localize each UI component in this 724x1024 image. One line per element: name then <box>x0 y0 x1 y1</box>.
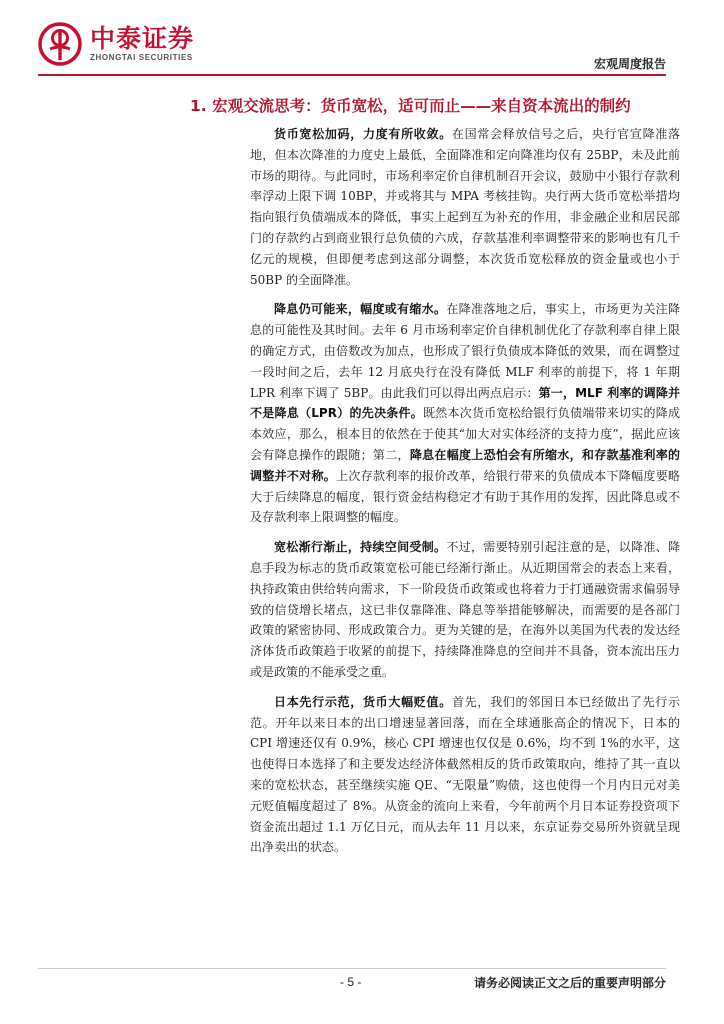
header-divider <box>38 74 666 76</box>
brand-name-en: ZHONGTAI SECURITIES <box>90 53 193 62</box>
paragraph-4-text: 首先，我们的邻国日本已经做出了先行示范。开年以来日本的出口增速显著回落，而在全球通胀高企的情况下，日本的 CPI 增速还仅有 0.9%，核心 CPI 增速也仅仅是 0.6%，均不到 1%的水平，这也使得日本选择了和主要发达经济体截然相反的货币政策取向，维持了其一直以来的宽松状态，甚至继续实施 QE、“无限量”购债，这也使得一个月内日元对美元贬值幅度超过了 8%。从资金的流向上来看，今年前两个月日本证券投资项下资金流出超过 1.1 万亿日元，而从去年 11 月以来，东京证券交易所外资就呈现出净卖出的状态。 <box>250 694 680 855</box>
paragraph-2 <box>250 299 680 528</box>
paragraph-4-lead: 日本先行示范，货币大幅贬值。 <box>274 694 452 709</box>
paragraph-3 <box>250 537 680 683</box>
section-title: 1. 宏观交流思考：货币宽松，适可而止——来自资本流出的制约 <box>190 97 631 115</box>
paragraph-2-lead: 降息仍可能来，幅度或有缩水。 <box>274 302 447 317</box>
paragraph-1 <box>250 124 680 290</box>
page-number: - 5 - <box>340 975 362 989</box>
paragraph-3-text: 不过，需要特别引起注意的是，以降准、降息手段为标志的货币政策宽松可能已经渐行渐止。从近期国常会的表态上来看，执持政策由供给转向需求，下一阶段货币政策或也将着力于打通融资需求偏弱导致的信贷增长堵点，这已非仅靠降准、降息等举措能够解决，而需要的是各部门政策的紧密协同、形成政策合力。更为关键的是，在海外以美国为代表的发达经济体货币政策趋于收紧的前提下，持续降准降息的空间并不具备，资本流出压力或是政策的不能承受之重。 <box>250 540 680 679</box>
paragraph-2-bold-a: 第一，MLF 利率的调降并不是降息（LPR）的先决条件。 <box>250 385 680 421</box>
paragraph-2-bold-b: 降息在幅度上恐怕会有所缩水，和存款基准利率的调整并不对称。 <box>250 447 680 483</box>
disclaimer-note: 请务必阅读正文之后的重要声明部分 <box>473 976 666 990</box>
paragraph-2-text-b: 既然本次货币宽松给银行负债端带来切实的降成本效应，那么，根本目的依然在于使其“加大对实体经济的支持力度”，据此应该会有降息操作的跟随；第二， <box>250 406 680 462</box>
brand-name-cn: 中泰证券 <box>90 24 195 53</box>
paragraph-1-text: 在国常会释放信号之后，央行官宣降准落地，但本次降准的力度史上最低，全面降准和定向降准均仅有 25BP，未及此前市场的期待。与此同时，市场利率定价自律机制召开会议，鼓励中小银行存款利率浮动上限下调 10BP，并或将其与 MPA 考核挂钩。央行两大货币宽松举措均指向银行负债端成本的降低，事实上起到互为补充的作用，非金融企业和居民部门的存款约占到商业银行总负债的六成，存款基准利率调整带来的影响也有几千亿元的规模，但即便考虑到这部分调整，本次货币宽松释放的资金量或也小于 50BP 的全面降准。 <box>250 127 680 287</box>
page-header <box>0 0 724 80</box>
paragraph-4 <box>250 692 680 858</box>
paragraph-2-text-a: 在降准落地之后，事实上，市场更为关注降息的可能性及其时间。去年 6 月市场利率定价自律机制优化了存款利率自律上限的确定方式，由倍数改为加点，也形成了银行负债成本降低的效果，而在调整过一段时间之后，去年 12 月底央行在没有降低 MLF 利率的前提下，将 1 年期 LPR 利率下调了 5BP。由此我们可以得出两点启示： <box>250 302 680 400</box>
report-type-label: 宏观周度报告 <box>593 57 666 71</box>
paragraph-2-text-c: 上次存款利率的报价改革，给银行带来的负债成本下降幅度要略大于后续降息的幅度，银行资金结构稳定才有助于其作用的发挥，因此降息或不及存款利率上限调整的幅度。 <box>250 468 680 525</box>
paragraph-1-lead: 货币宽松加码，力度有所收敛。 <box>274 127 452 141</box>
footer-divider <box>38 968 666 969</box>
report-body <box>250 124 680 867</box>
zhongtai-logo-icon <box>38 22 82 66</box>
paragraph-3-lead: 宽松渐行渐止，持续空间受制。 <box>274 540 447 555</box>
brand-logo <box>38 22 194 66</box>
